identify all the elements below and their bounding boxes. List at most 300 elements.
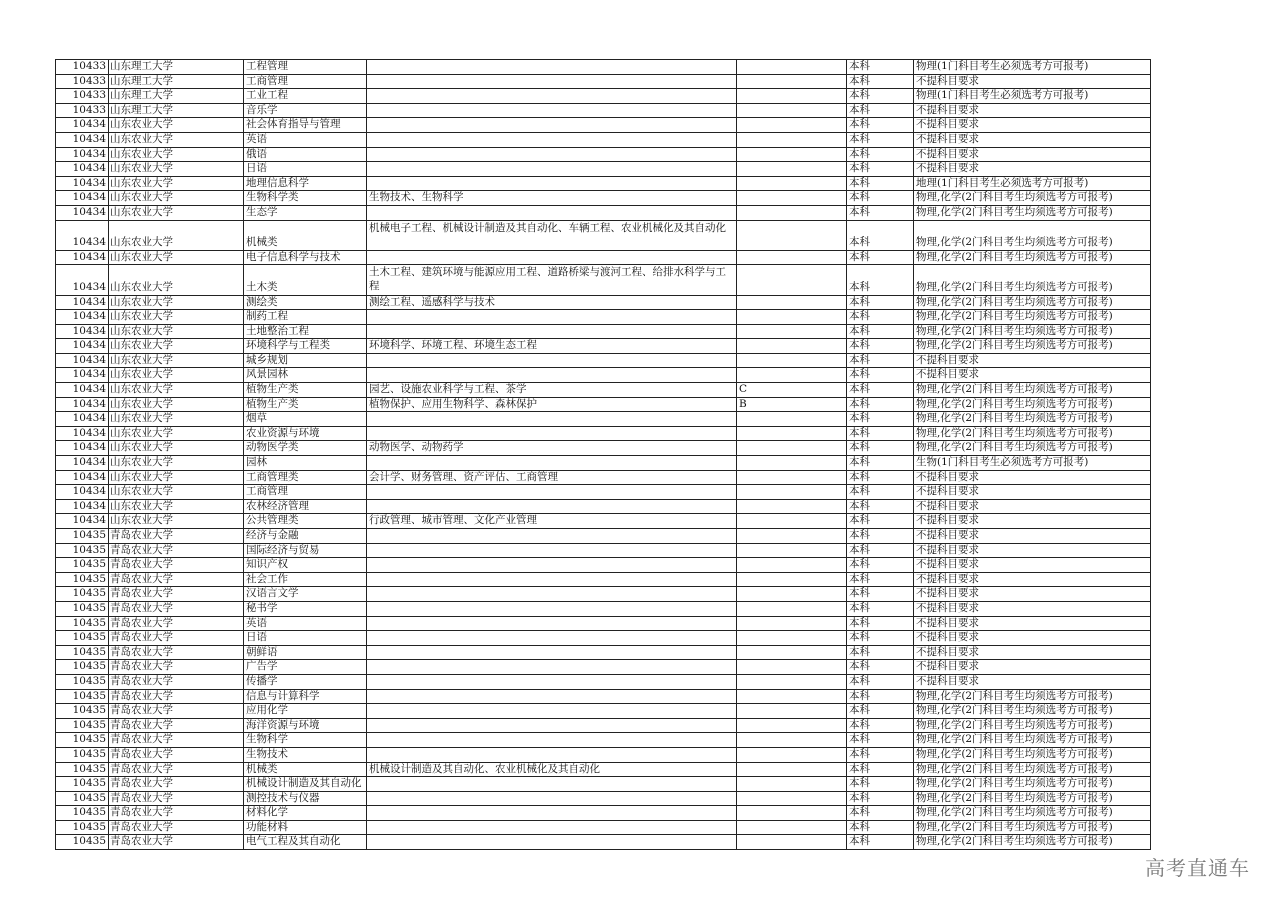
code-cell: 10435 xyxy=(56,543,109,558)
school-cell: 青岛农业大学 xyxy=(109,762,244,777)
level-cell xyxy=(737,74,847,89)
code-cell: 10435 xyxy=(56,674,109,689)
level-cell xyxy=(737,426,847,441)
table-row xyxy=(56,162,1151,177)
level-cell xyxy=(737,147,847,162)
table-row xyxy=(56,601,1151,616)
major-cell: 工业工程 xyxy=(244,89,367,104)
code-cell: 10435 xyxy=(56,660,109,675)
school-cell: 山东农业大学 xyxy=(109,265,244,295)
major-cell: 知识产权 xyxy=(244,558,367,573)
level-cell xyxy=(737,470,847,485)
degree-type-cell: 本科 xyxy=(847,558,914,573)
level-cell: C xyxy=(737,383,847,398)
major-cell: 朝鲜语 xyxy=(244,645,367,660)
degree-type-cell: 本科 xyxy=(847,220,914,250)
school-cell: 山东农业大学 xyxy=(109,441,244,456)
subject-requirement-cell: 物理,化学(2门科目考生均须选考方可报考) xyxy=(914,397,1151,412)
school-cell: 青岛农业大学 xyxy=(109,806,244,821)
major-cell: 农林经济管理 xyxy=(244,499,367,514)
subject-requirement-cell: 物理,化学(2门科目考生均须选考方可报考) xyxy=(914,426,1151,441)
degree-type-cell: 本科 xyxy=(847,324,914,339)
code-cell: 10434 xyxy=(56,118,109,133)
subject-requirement-cell: 物理,化学(2门科目考生均须选考方可报考) xyxy=(914,704,1151,719)
included-majors-cell: 机械电子工程、机械设计制造及其自动化、车辆工程、农业机械化及其自动化 xyxy=(367,220,737,250)
subject-requirement-cell: 物理,化学(2门科目考生均须选考方可报考) xyxy=(914,791,1151,806)
school-cell: 山东农业大学 xyxy=(109,383,244,398)
code-cell: 10434 xyxy=(56,250,109,265)
included-majors-cell xyxy=(367,499,737,514)
code-cell: 10434 xyxy=(56,310,109,325)
table-row xyxy=(56,368,1151,383)
code-cell: 10434 xyxy=(56,162,109,177)
level-cell xyxy=(737,572,847,587)
school-cell: 青岛农业大学 xyxy=(109,616,244,631)
degree-type-cell: 本科 xyxy=(847,820,914,835)
table-row xyxy=(56,60,1151,75)
school-cell: 山东农业大学 xyxy=(109,412,244,427)
subject-requirement-cell: 不提科目要求 xyxy=(914,470,1151,485)
degree-type-cell: 本科 xyxy=(847,777,914,792)
degree-type-cell: 本科 xyxy=(847,205,914,220)
code-cell: 10435 xyxy=(56,689,109,704)
subject-requirement-cell: 不提科目要求 xyxy=(914,543,1151,558)
code-cell: 10434 xyxy=(56,132,109,147)
school-cell: 青岛农业大学 xyxy=(109,601,244,616)
level-cell xyxy=(737,835,847,850)
school-cell: 山东农业大学 xyxy=(109,147,244,162)
level-cell xyxy=(737,704,847,719)
degree-type-cell: 本科 xyxy=(847,89,914,104)
included-majors-cell xyxy=(367,820,737,835)
level-cell xyxy=(737,645,847,660)
code-cell: 10434 xyxy=(56,339,109,354)
included-majors-cell xyxy=(367,704,737,719)
code-cell: 10434 xyxy=(56,191,109,206)
code-cell: 10435 xyxy=(56,718,109,733)
code-cell: 10434 xyxy=(56,324,109,339)
included-majors-cell xyxy=(367,645,737,660)
included-majors-cell xyxy=(367,162,737,177)
included-majors-cell: 土木工程、建筑环境与能源应用工程、道路桥梁与渡河工程、给排水科学与工程 xyxy=(367,265,737,295)
major-cell: 工程管理 xyxy=(244,60,367,75)
included-majors-cell: 园艺、设施农业科学与工程、茶学 xyxy=(367,383,737,398)
subject-requirement-cell: 物理,化学(2门科目考生均须选考方可报考) xyxy=(914,689,1151,704)
level-cell xyxy=(737,324,847,339)
major-cell: 风景园林 xyxy=(244,368,367,383)
included-majors-cell xyxy=(367,103,737,118)
degree-type-cell: 本科 xyxy=(847,485,914,500)
code-cell: 10434 xyxy=(56,205,109,220)
school-cell: 青岛农业大学 xyxy=(109,820,244,835)
major-cell: 地理信息科学 xyxy=(244,176,367,191)
level-cell xyxy=(737,718,847,733)
major-cell: 土地整治工程 xyxy=(244,324,367,339)
included-majors-cell xyxy=(367,485,737,500)
table-row xyxy=(56,353,1151,368)
table-row xyxy=(56,777,1151,792)
table-row xyxy=(56,412,1151,427)
degree-type-cell: 本科 xyxy=(847,383,914,398)
degree-type-cell: 本科 xyxy=(847,514,914,529)
school-cell: 山东农业大学 xyxy=(109,339,244,354)
degree-type-cell: 本科 xyxy=(847,689,914,704)
subject-requirement-cell: 不提科目要求 xyxy=(914,118,1151,133)
degree-type-cell: 本科 xyxy=(847,162,914,177)
subject-requirement-cell: 不提科目要求 xyxy=(914,353,1151,368)
code-cell: 10434 xyxy=(56,470,109,485)
included-majors-cell xyxy=(367,733,737,748)
school-cell: 山东农业大学 xyxy=(109,485,244,500)
major-cell: 烟草 xyxy=(244,412,367,427)
table-row xyxy=(56,674,1151,689)
level-cell xyxy=(737,558,847,573)
major-cell: 汉语言文学 xyxy=(244,587,367,602)
level-cell xyxy=(737,514,847,529)
major-cell: 秘书学 xyxy=(244,601,367,616)
major-cell: 工商管理类 xyxy=(244,470,367,485)
school-cell: 山东农业大学 xyxy=(109,220,244,250)
major-cell: 工商管理 xyxy=(244,74,367,89)
school-cell: 青岛农业大学 xyxy=(109,791,244,806)
included-majors-cell xyxy=(367,631,737,646)
degree-type-cell: 本科 xyxy=(847,456,914,471)
degree-type-cell: 本科 xyxy=(847,762,914,777)
major-cell: 经济与金融 xyxy=(244,529,367,544)
degree-type-cell: 本科 xyxy=(847,310,914,325)
major-cell: 英语 xyxy=(244,616,367,631)
code-cell: 10435 xyxy=(56,733,109,748)
level-cell xyxy=(737,660,847,675)
included-majors-cell xyxy=(367,791,737,806)
level-cell: B xyxy=(737,397,847,412)
degree-type-cell: 本科 xyxy=(847,103,914,118)
level-cell xyxy=(737,191,847,206)
code-cell: 10434 xyxy=(56,499,109,514)
code-cell: 10435 xyxy=(56,529,109,544)
subject-requirement-cell: 物理,化学(2门科目考生均须选考方可报考) xyxy=(914,835,1151,850)
included-majors-cell xyxy=(367,543,737,558)
school-cell: 山东理工大学 xyxy=(109,60,244,75)
major-cell: 生物科学 xyxy=(244,733,367,748)
code-cell: 10433 xyxy=(56,103,109,118)
degree-type-cell: 本科 xyxy=(847,733,914,748)
major-cell: 测绘类 xyxy=(244,295,367,310)
level-cell xyxy=(737,412,847,427)
school-cell: 青岛农业大学 xyxy=(109,733,244,748)
major-cell: 音乐学 xyxy=(244,103,367,118)
major-cell: 俄语 xyxy=(244,147,367,162)
level-cell xyxy=(737,265,847,295)
table-row xyxy=(56,147,1151,162)
included-majors-cell: 植物保护、应用生物科学、森林保护 xyxy=(367,397,737,412)
code-cell: 10435 xyxy=(56,835,109,850)
degree-type-cell: 本科 xyxy=(847,397,914,412)
subject-requirement-cell: 生物(1门科目考生必须选考方可报考) xyxy=(914,456,1151,471)
included-majors-cell xyxy=(367,806,737,821)
degree-type-cell: 本科 xyxy=(847,704,914,719)
level-cell xyxy=(737,747,847,762)
major-cell: 电子信息科学与技术 xyxy=(244,250,367,265)
degree-type-cell: 本科 xyxy=(847,572,914,587)
table-row xyxy=(56,265,1151,295)
table-row xyxy=(56,118,1151,133)
table-row xyxy=(56,645,1151,660)
code-cell: 10433 xyxy=(56,60,109,75)
table-row xyxy=(56,631,1151,646)
school-cell: 青岛农业大学 xyxy=(109,587,244,602)
major-cell: 英语 xyxy=(244,132,367,147)
subject-requirement-cell: 物理,化学(2门科目考生均须选考方可报考) xyxy=(914,324,1151,339)
school-cell: 山东理工大学 xyxy=(109,89,244,104)
degree-type-cell: 本科 xyxy=(847,601,914,616)
table-row xyxy=(56,205,1151,220)
level-cell xyxy=(737,543,847,558)
table-row xyxy=(56,250,1151,265)
subject-requirement-cell: 物理,化学(2门科目考生均须选考方可报考) xyxy=(914,250,1151,265)
subject-requirement-cell: 物理,化学(2门科目考生均须选考方可报考) xyxy=(914,820,1151,835)
table-row xyxy=(56,558,1151,573)
major-cell: 工商管理 xyxy=(244,485,367,500)
degree-type-cell: 本科 xyxy=(847,791,914,806)
subject-requirement-cell: 物理,化学(2门科目考生均须选考方可报考) xyxy=(914,806,1151,821)
table-row xyxy=(56,543,1151,558)
included-majors-cell xyxy=(367,324,737,339)
major-cell: 国际经济与贸易 xyxy=(244,543,367,558)
level-cell xyxy=(737,616,847,631)
subject-requirement-cell: 物理,化学(2门科目考生均须选考方可报考) xyxy=(914,295,1151,310)
table-row xyxy=(56,383,1151,398)
code-cell: 10434 xyxy=(56,176,109,191)
degree-type-cell: 本科 xyxy=(847,74,914,89)
included-majors-cell xyxy=(367,835,737,850)
major-cell: 公共管理类 xyxy=(244,514,367,529)
subject-requirement-cell: 不提科目要求 xyxy=(914,587,1151,602)
major-cell: 植物生产类 xyxy=(244,397,367,412)
subject-requirement-cell: 不提科目要求 xyxy=(914,631,1151,646)
level-cell xyxy=(737,529,847,544)
school-cell: 青岛农业大学 xyxy=(109,660,244,675)
included-majors-cell xyxy=(367,250,737,265)
subject-requirement-cell: 物理,化学(2门科目考生均须选考方可报考) xyxy=(914,733,1151,748)
subject-requirement-cell: 不提科目要求 xyxy=(914,616,1151,631)
code-cell: 10435 xyxy=(56,791,109,806)
major-cell: 海洋资源与环境 xyxy=(244,718,367,733)
table-row xyxy=(56,132,1151,147)
code-cell: 10434 xyxy=(56,426,109,441)
included-majors-cell xyxy=(367,616,737,631)
included-majors-cell xyxy=(367,456,737,471)
subject-requirement-cell: 不提科目要求 xyxy=(914,660,1151,675)
included-majors-cell xyxy=(367,368,737,383)
major-cell: 社会工作 xyxy=(244,572,367,587)
school-cell: 青岛农业大学 xyxy=(109,747,244,762)
degree-type-cell: 本科 xyxy=(847,353,914,368)
degree-type-cell: 本科 xyxy=(847,339,914,354)
table-row xyxy=(56,470,1151,485)
school-cell: 山东农业大学 xyxy=(109,295,244,310)
table-row xyxy=(56,806,1151,821)
school-cell: 山东农业大学 xyxy=(109,191,244,206)
table-row xyxy=(56,747,1151,762)
level-cell xyxy=(737,310,847,325)
school-cell: 青岛农业大学 xyxy=(109,674,244,689)
school-cell: 山东农业大学 xyxy=(109,132,244,147)
major-cell: 植物生产类 xyxy=(244,383,367,398)
code-cell: 10434 xyxy=(56,368,109,383)
major-requirements-table xyxy=(55,59,1151,850)
included-majors-cell xyxy=(367,132,737,147)
level-cell xyxy=(737,674,847,689)
code-cell: 10435 xyxy=(56,616,109,631)
subject-requirement-cell: 物理,化学(2门科目考生均须选考方可报考) xyxy=(914,191,1151,206)
subject-requirement-cell: 不提科目要求 xyxy=(914,529,1151,544)
subject-requirement-cell: 不提科目要求 xyxy=(914,514,1151,529)
school-cell: 青岛农业大学 xyxy=(109,631,244,646)
degree-type-cell: 本科 xyxy=(847,426,914,441)
major-cell: 环境科学与工程类 xyxy=(244,339,367,354)
table-row xyxy=(56,572,1151,587)
table-row xyxy=(56,718,1151,733)
table-row xyxy=(56,499,1151,514)
school-cell: 青岛农业大学 xyxy=(109,558,244,573)
degree-type-cell: 本科 xyxy=(847,176,914,191)
code-cell: 10434 xyxy=(56,397,109,412)
level-cell xyxy=(737,777,847,792)
subject-requirement-cell: 不提科目要求 xyxy=(914,645,1151,660)
school-cell: 青岛农业大学 xyxy=(109,835,244,850)
table-row xyxy=(56,441,1151,456)
table-row xyxy=(56,514,1151,529)
included-majors-cell xyxy=(367,205,737,220)
table-row xyxy=(56,835,1151,850)
subject-requirement-cell: 不提科目要求 xyxy=(914,674,1151,689)
school-cell: 山东农业大学 xyxy=(109,368,244,383)
table-row xyxy=(56,733,1151,748)
code-cell: 10435 xyxy=(56,820,109,835)
degree-type-cell: 本科 xyxy=(847,265,914,295)
code-cell: 10435 xyxy=(56,601,109,616)
included-majors-cell xyxy=(367,74,737,89)
major-cell: 机械类 xyxy=(244,220,367,250)
major-cell: 机械类 xyxy=(244,762,367,777)
degree-type-cell: 本科 xyxy=(847,747,914,762)
degree-type-cell: 本科 xyxy=(847,631,914,646)
subject-requirement-cell: 物理,化学(2门科目考生均须选考方可报考) xyxy=(914,762,1151,777)
code-cell: 10435 xyxy=(56,645,109,660)
major-cell: 生物技术 xyxy=(244,747,367,762)
code-cell: 10435 xyxy=(56,762,109,777)
subject-requirement-cell: 物理,化学(2门科目考生均须选考方可报考) xyxy=(914,205,1151,220)
included-majors-cell: 行政管理、城市管理、文化产业管理 xyxy=(367,514,737,529)
subject-requirement-cell: 不提科目要求 xyxy=(914,74,1151,89)
code-cell: 10434 xyxy=(56,295,109,310)
code-cell: 10434 xyxy=(56,441,109,456)
level-cell xyxy=(737,176,847,191)
included-majors-cell xyxy=(367,747,737,762)
code-cell: 10434 xyxy=(56,220,109,250)
school-cell: 青岛农业大学 xyxy=(109,718,244,733)
table-row xyxy=(56,762,1151,777)
major-cell: 信息与计算科学 xyxy=(244,689,367,704)
major-cell: 园林 xyxy=(244,456,367,471)
included-majors-cell xyxy=(367,176,737,191)
watermark-text: 高考直通车 xyxy=(1145,856,1250,880)
major-cell: 社会体育指导与管理 xyxy=(244,118,367,133)
included-majors-cell xyxy=(367,118,737,133)
level-cell xyxy=(737,485,847,500)
school-cell: 山东农业大学 xyxy=(109,397,244,412)
school-cell: 青岛农业大学 xyxy=(109,689,244,704)
degree-type-cell: 本科 xyxy=(847,616,914,631)
code-cell: 10434 xyxy=(56,412,109,427)
included-majors-cell: 测绘工程、遥感科学与技术 xyxy=(367,295,737,310)
level-cell xyxy=(737,806,847,821)
level-cell xyxy=(737,339,847,354)
level-cell xyxy=(737,353,847,368)
major-cell: 传播学 xyxy=(244,674,367,689)
degree-type-cell: 本科 xyxy=(847,295,914,310)
included-majors-cell xyxy=(367,426,737,441)
included-majors-cell xyxy=(367,777,737,792)
included-majors-cell xyxy=(367,572,737,587)
subject-requirement-cell: 不提科目要求 xyxy=(914,572,1151,587)
included-majors-cell xyxy=(367,718,737,733)
included-majors-cell xyxy=(367,412,737,427)
table-row xyxy=(56,103,1151,118)
table-row xyxy=(56,339,1151,354)
school-cell: 山东农业大学 xyxy=(109,118,244,133)
subject-requirement-cell: 物理,化学(2门科目考生均须选考方可报考) xyxy=(914,777,1151,792)
school-cell: 山东农业大学 xyxy=(109,310,244,325)
code-cell: 10434 xyxy=(56,147,109,162)
subject-requirement-cell: 物理,化学(2门科目考生均须选考方可报考) xyxy=(914,383,1151,398)
table-row xyxy=(56,820,1151,835)
table-row xyxy=(56,660,1151,675)
degree-type-cell: 本科 xyxy=(847,645,914,660)
level-cell xyxy=(737,368,847,383)
degree-type-cell: 本科 xyxy=(847,441,914,456)
code-cell: 10434 xyxy=(56,383,109,398)
included-majors-cell xyxy=(367,310,737,325)
school-cell: 山东理工大学 xyxy=(109,74,244,89)
included-majors-cell xyxy=(367,587,737,602)
code-cell: 10435 xyxy=(56,558,109,573)
major-cell: 功能材料 xyxy=(244,820,367,835)
major-cell: 土木类 xyxy=(244,265,367,295)
school-cell: 山东农业大学 xyxy=(109,250,244,265)
level-cell xyxy=(737,205,847,220)
table-row xyxy=(56,324,1151,339)
school-cell: 山东农业大学 xyxy=(109,426,244,441)
code-cell: 10434 xyxy=(56,485,109,500)
subject-requirement-cell: 不提科目要求 xyxy=(914,147,1151,162)
level-cell xyxy=(737,220,847,250)
school-cell: 山东农业大学 xyxy=(109,514,244,529)
major-cell: 电气工程及其自动化 xyxy=(244,835,367,850)
degree-type-cell: 本科 xyxy=(847,470,914,485)
level-cell xyxy=(737,499,847,514)
school-cell: 山东农业大学 xyxy=(109,456,244,471)
included-majors-cell xyxy=(367,601,737,616)
table-row xyxy=(56,704,1151,719)
level-cell xyxy=(737,820,847,835)
level-cell xyxy=(737,456,847,471)
school-cell: 山东农业大学 xyxy=(109,176,244,191)
major-cell: 日语 xyxy=(244,631,367,646)
code-cell: 10435 xyxy=(56,806,109,821)
included-majors-cell xyxy=(367,558,737,573)
